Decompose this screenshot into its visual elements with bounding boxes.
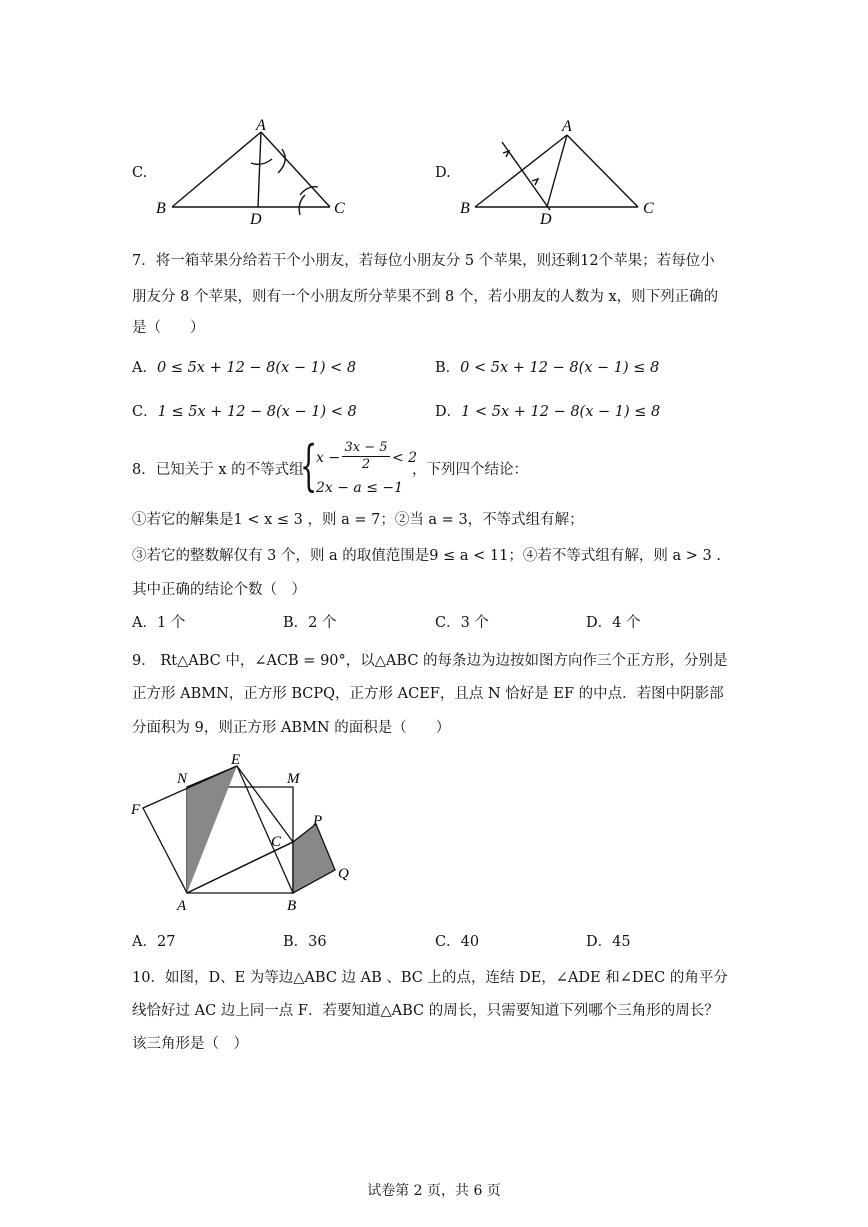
q9-option-d: D．45 — [586, 934, 631, 950]
q9-label-p: P — [313, 813, 323, 829]
q9-label-q: Q — [338, 866, 349, 882]
q6-option-d-label: D. — [435, 165, 451, 181]
fig-d-side-ac — [567, 135, 638, 207]
q10-stem-line-3: 该三角形是（ ） — [132, 1036, 248, 1052]
q9-option-c: C．40 — [435, 934, 480, 950]
q8-system-row-2: 2x − a ≤ −1 — [316, 480, 404, 496]
q9-label-b: B — [287, 898, 297, 914]
q8-stem-post: ，下列四个结论： — [412, 462, 528, 478]
segment-eb — [237, 766, 293, 893]
fig-c-label-b: B — [156, 200, 166, 217]
q8-system-brace: { — [300, 434, 318, 497]
fig-c-segment-ad — [258, 132, 261, 207]
q6-option-c-label: C. — [132, 165, 148, 181]
fig-c-arc-1 — [251, 159, 272, 164]
q8-conclusion-line-2: ③若它的整数解仅有 3 个，则 a 的取值范围是9 ≤ a < 11；④若不等式组有解，则 a > 3 . — [132, 548, 721, 564]
q8-question-line: 其中正确的结论个数（ ） — [132, 582, 306, 598]
q8-fraction-numerator: 3x − 5 — [342, 440, 390, 457]
q9-figure — [125, 750, 365, 915]
q9-label-f: F — [131, 802, 141, 818]
fig-c-side-ac — [261, 132, 330, 207]
page-footer: 试卷第 2 页，共 6 页 — [367, 1183, 501, 1199]
q9-stem-line-2: 正方形 ABMN，正方形 BCPQ，正方形 ACEF，且点 N 恰好是 EF 的中点．若图中阴影部 — [132, 686, 724, 702]
q8-option-c: C．3 个 — [435, 615, 489, 631]
q9-stem-line-1: 9． Rt△ABC 中，∠ACB = 90°，以△ABC 的每条边为边按如图方向作三个正方形，分别是 — [132, 653, 728, 669]
q7-stem-line-1: 7．将一箱苹果分给若干个小朋友，若每位小朋友分 5 个苹果，则还剩12个苹果；若每位小 — [132, 253, 715, 269]
q9-label-e: E — [231, 752, 241, 768]
fig-c-side-ab — [172, 132, 261, 207]
fig-c-arc-4 — [299, 195, 305, 215]
fig-d-side-ab — [475, 135, 567, 207]
q6-figure-c — [150, 115, 360, 230]
q9-option-b: B．36 — [283, 934, 327, 950]
q7-option-d: D．1 < 5x + 12 − 8(x − 1) ≤ 8 — [435, 404, 661, 420]
q8-option-a: A．1 个 — [132, 615, 186, 631]
fig-d-label-d: D — [540, 211, 552, 228]
q9-label-c: C — [271, 834, 282, 850]
q8-option-d: D．4 个 — [586, 615, 641, 631]
q9-label-m: M — [287, 771, 300, 787]
fig-d-arc-mark-1 — [503, 151, 509, 157]
q7-option-c: C．1 ≤ 5x + 12 − 8(x − 1) < 8 — [132, 404, 357, 420]
q8-fraction-denominator: 2 — [361, 457, 371, 472]
q6-figure-d — [455, 115, 665, 230]
q8-system-fraction — [342, 440, 390, 473]
q7-option-b: B．0 < 5x + 12 − 8(x − 1) ≤ 8 — [435, 360, 660, 376]
shaded-quad-right — [293, 824, 335, 893]
q8-option-b: B．2 个 — [283, 615, 337, 631]
fig-c-label-a: A — [256, 117, 266, 134]
q8-system-row-1-pre: x − — [316, 450, 341, 466]
q7-stem-line-3: 是（ ） — [132, 320, 205, 336]
q7-stem-line-2: 朋友分 8 个苹果，则有一个小朋友所分苹果不到 8 个，若小朋友的人数为 x，则下列正确的 — [132, 289, 719, 305]
q7-option-a: A．0 ≤ 5x + 12 − 8(x − 1) < 8 — [132, 360, 357, 376]
fig-c-label-c: C — [334, 200, 345, 217]
q9-stem-line-3: 分面积为 9，则正方形 ABMN 的面积是（ ） — [132, 720, 451, 736]
fig-d-label-b: B — [460, 200, 470, 217]
fig-d-perpendicular-bisector — [502, 142, 550, 210]
q8-system-row-1-post: < 2 — [392, 450, 418, 466]
q8-stem-pre: 8．已知关于 x 的不等式组 — [132, 462, 304, 478]
q9-label-a: A — [177, 898, 187, 914]
q9-label-n: N — [177, 771, 188, 787]
q8-conclusion-line-1: ①若它的解集是1 < x ≤ 3 ，则 a = 7；②当 a = 3，不等式组有解； — [132, 512, 584, 528]
fig-d-segment-ad — [547, 135, 567, 207]
fig-c-label-d: D — [250, 211, 262, 228]
q10-stem-line-2: 线恰好过 AC 边上同一点 F．若要知道△ABC 的周长，只需要知道下列哪个三角形的周长？ — [132, 1003, 719, 1019]
q9-option-a: A．27 — [132, 934, 176, 950]
fig-d-label-a: A — [562, 118, 572, 135]
fig-d-arc-mark-2 — [532, 179, 538, 185]
q10-stem-line-1: 10．如图，D、E 为等边△ABC 边 AB 、BC 上的点，连结 DE，∠ADE 和∠DEC 的角平分 — [132, 970, 728, 986]
fig-d-label-c: C — [643, 200, 654, 217]
